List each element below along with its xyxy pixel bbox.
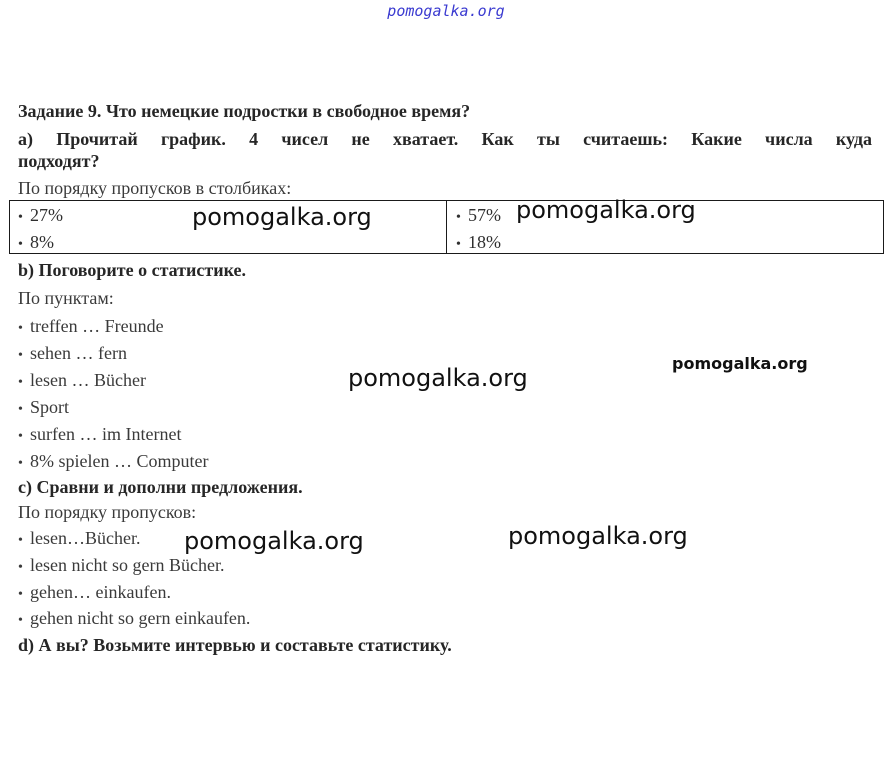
bullet-icon: • bbox=[18, 375, 23, 390]
task-b-note: По пунктам: bbox=[18, 288, 114, 308]
bullet-icon: • bbox=[18, 210, 23, 225]
answer-table bbox=[9, 200, 884, 254]
table-cell-left-1: • 27% bbox=[18, 202, 63, 231]
list-item: • treffen … Freunde bbox=[18, 315, 164, 340]
bullet-icon: • bbox=[18, 429, 23, 444]
watermark: pomogalka.org bbox=[672, 354, 808, 373]
bullet-icon: • bbox=[18, 560, 23, 575]
task-c-title: c) Сравни и дополни предложения. bbox=[18, 477, 303, 497]
watermark: pomogalka.org bbox=[192, 203, 372, 231]
bullet-icon: • bbox=[18, 348, 23, 363]
list-item: • gehen… einkaufen. bbox=[18, 581, 171, 606]
table-cell-left-2: • 8% bbox=[18, 229, 54, 258]
list-item: • 8% spielen … Computer bbox=[18, 450, 208, 475]
task-a-line1: а) Прочитай график. 4 чисел не хватает. Как ты считаешь: Какие числа куда bbox=[18, 129, 872, 149]
table-cell-right-2: • 18% bbox=[456, 229, 501, 258]
bullet-icon: • bbox=[18, 613, 23, 628]
task-b-title: b) Поговорите о статистике. bbox=[18, 260, 247, 280]
bullet-icon: • bbox=[456, 210, 461, 225]
list-item: • lesen…Bücher. bbox=[18, 527, 140, 552]
task-a-line2: подходят? bbox=[18, 151, 100, 171]
table-divider bbox=[446, 201, 447, 253]
bullet-icon: • bbox=[18, 321, 23, 336]
list-item: • surfen … im Internet bbox=[18, 423, 181, 448]
list-item: • gehen nicht so gern einkaufen. bbox=[18, 607, 250, 632]
task-a-note: По порядку пропусков в столбиках: bbox=[18, 178, 292, 198]
bullet-icon: • bbox=[18, 237, 23, 252]
watermark: pomogalka.org bbox=[348, 364, 528, 392]
bullet-icon: • bbox=[18, 456, 23, 471]
table-cell-right-1: • 57% bbox=[456, 202, 501, 231]
site-header[interactable]: pomogalka.org bbox=[387, 2, 505, 20]
bullet-icon: • bbox=[18, 533, 23, 548]
list-item: • lesen nicht so gern Bücher. bbox=[18, 554, 224, 579]
list-item: • lesen … Bücher bbox=[18, 369, 146, 394]
task-c-note: По порядку пропусков: bbox=[18, 502, 197, 522]
bullet-icon: • bbox=[18, 587, 23, 602]
watermark: pomogalka.org bbox=[184, 527, 364, 555]
task-title: Задание 9. Что немецкие подростки в свободное время? bbox=[18, 101, 471, 121]
list-item: • sehen … fern bbox=[18, 342, 127, 367]
watermark: pomogalka.org bbox=[516, 196, 696, 224]
list-item: • Sport bbox=[18, 396, 69, 421]
task-d-title: d) А вы? Возьмите интервью и составьте статистику. bbox=[18, 635, 452, 655]
watermark: pomogalka.org bbox=[508, 522, 688, 550]
bullet-icon: • bbox=[18, 402, 23, 417]
bullet-icon: • bbox=[456, 237, 461, 252]
